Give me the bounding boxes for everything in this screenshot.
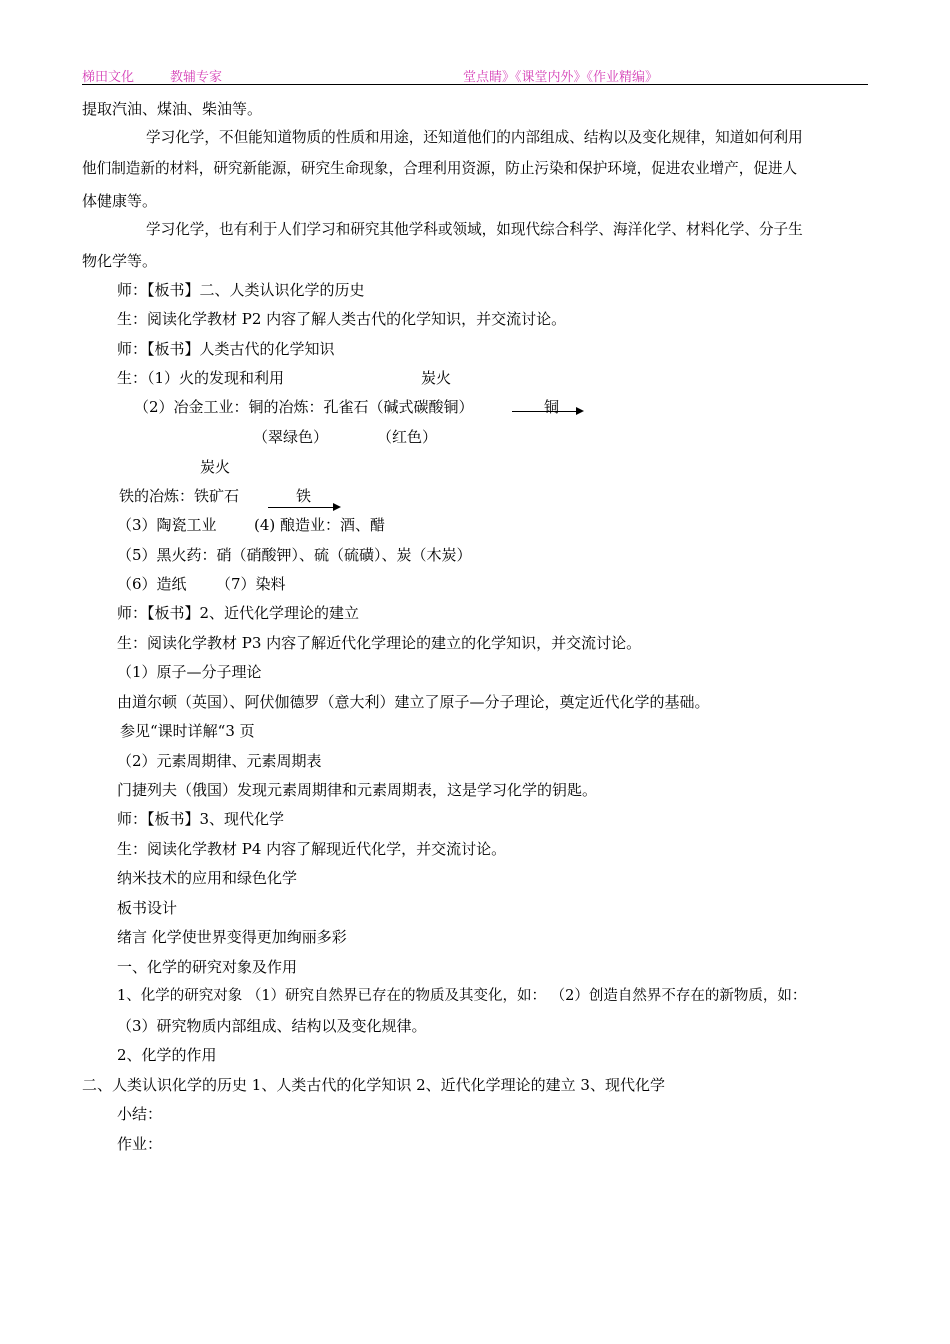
section-heading: 板书设计 bbox=[117, 899, 178, 917]
text-line: 参见“课时详解“3 页 bbox=[120, 722, 255, 740]
header-rule bbox=[82, 84, 868, 85]
copper-smelting: （2）冶金工业：铜的冶炼：孔雀石（碱式碳酸铜） bbox=[134, 398, 474, 416]
reaction-arrow bbox=[512, 411, 582, 412]
arrow-label: 炭火 bbox=[200, 458, 231, 476]
header-brand: 梯田文化 bbox=[82, 70, 135, 85]
text-line: （1）原子—分子理论 bbox=[117, 663, 262, 681]
color-note: （红色） bbox=[377, 428, 438, 446]
list-item: （5）黑火药：硝（硝酸钾）、硫（硫磺）、炭（木炭） bbox=[117, 546, 472, 564]
paragraph-line: 学习化学，也有利于人们学习和研究其他学科或领域，如现代综合科学、海洋化学、材料化学、分子生 bbox=[146, 221, 803, 238]
arrow-label: 炭火 bbox=[421, 369, 452, 387]
iron-smelting: 铁的冶炼：铁矿石 bbox=[119, 487, 240, 505]
paragraph-line: 学习化学，不但能知道物质的性质和用途，还知道他们的内部组成、结构以及变化规律，知道如何利用 bbox=[146, 129, 803, 146]
teacher-line: 师：【板书】2、近代化学理论的建立 bbox=[117, 604, 360, 622]
board-title: 绪言 化学使世界变得更加绚丽多彩 bbox=[117, 928, 347, 946]
student-line: 生：阅读化学教材 P4 内容了解现近代化学，并交流讨论。 bbox=[117, 840, 507, 858]
text-line: 提取汽油、煤油、柴油等。 bbox=[82, 100, 263, 118]
header-series: 堂点睛》《课堂内外》《作业精编》 bbox=[463, 70, 659, 85]
outline-item: （3）研究物质内部组成、结构以及变化规律。 bbox=[117, 1017, 427, 1035]
paragraph-line: 体健康等。 bbox=[82, 192, 158, 210]
paragraph-line: 他们制造新的材料，研究新能源，研究生命现象，合理利用资源，防止污染和保护环境，促进农业增产，促进人 bbox=[82, 160, 798, 177]
reaction-arrow bbox=[268, 507, 339, 508]
color-note: （翠绿色） bbox=[253, 428, 329, 446]
paragraph-line: 物化学等。 bbox=[82, 252, 158, 270]
header-slogan: 教辅专家 bbox=[170, 70, 223, 85]
student-line: 生：阅读化学教材 P2 内容了解人类古代的化学知识，并交流讨论。 bbox=[117, 310, 567, 328]
teacher-line: 师：【板书】二、人类认识化学的历史 bbox=[117, 281, 365, 299]
text-line: （2）元素周期律、元素周期表 bbox=[117, 752, 322, 770]
outline-item: 2、化学的作用 bbox=[117, 1046, 217, 1064]
text-line: 由道尔顿（英国）、阿伏伽德罗（意大利）建立了原子—分子理论，奠定近代化学的基础。 bbox=[117, 693, 710, 711]
homework-label: 作业： bbox=[117, 1135, 163, 1153]
list-item: （7）染料 bbox=[216, 575, 286, 593]
outline-item: 二、人类认识化学的历史 1、人类古代的化学知识 2、近代化学理论的建立 3、现代化学 bbox=[82, 1076, 665, 1094]
outline-item: 1、化学的研究对象 （1）研究自然界已存在的物质及其变化，如： （2）创造自然界不存在的新物质，如： bbox=[117, 988, 807, 1004]
summary-label: 小结： bbox=[117, 1105, 163, 1123]
text-line: 门捷列夫（俄国）发现元素周期律和元素周期表，这是学习化学的钥匙。 bbox=[117, 781, 598, 799]
list-item: （6）造纸 bbox=[117, 575, 187, 593]
text-line: 纳米技术的应用和绿色化学 bbox=[117, 869, 298, 887]
outline-item: 一、化学的研究对象及作用 bbox=[117, 958, 298, 976]
product-label: 铁 bbox=[296, 487, 312, 505]
student-line: 生：（1）火的发现和利用 bbox=[117, 369, 285, 387]
list-item: （3）陶瓷工业 bbox=[117, 516, 217, 534]
product-label: 铜 bbox=[544, 398, 560, 416]
list-item: (4) 酿造业：酒、醋 bbox=[254, 516, 386, 534]
student-line: 生：阅读化学教材 P3 内容了解近代化学理论的建立的化学知识，并交流讨论。 bbox=[117, 634, 642, 652]
teacher-line: 师：【板书】3、现代化学 bbox=[117, 810, 285, 828]
teacher-line: 师：【板书】人类古代的化学知识 bbox=[117, 340, 335, 358]
